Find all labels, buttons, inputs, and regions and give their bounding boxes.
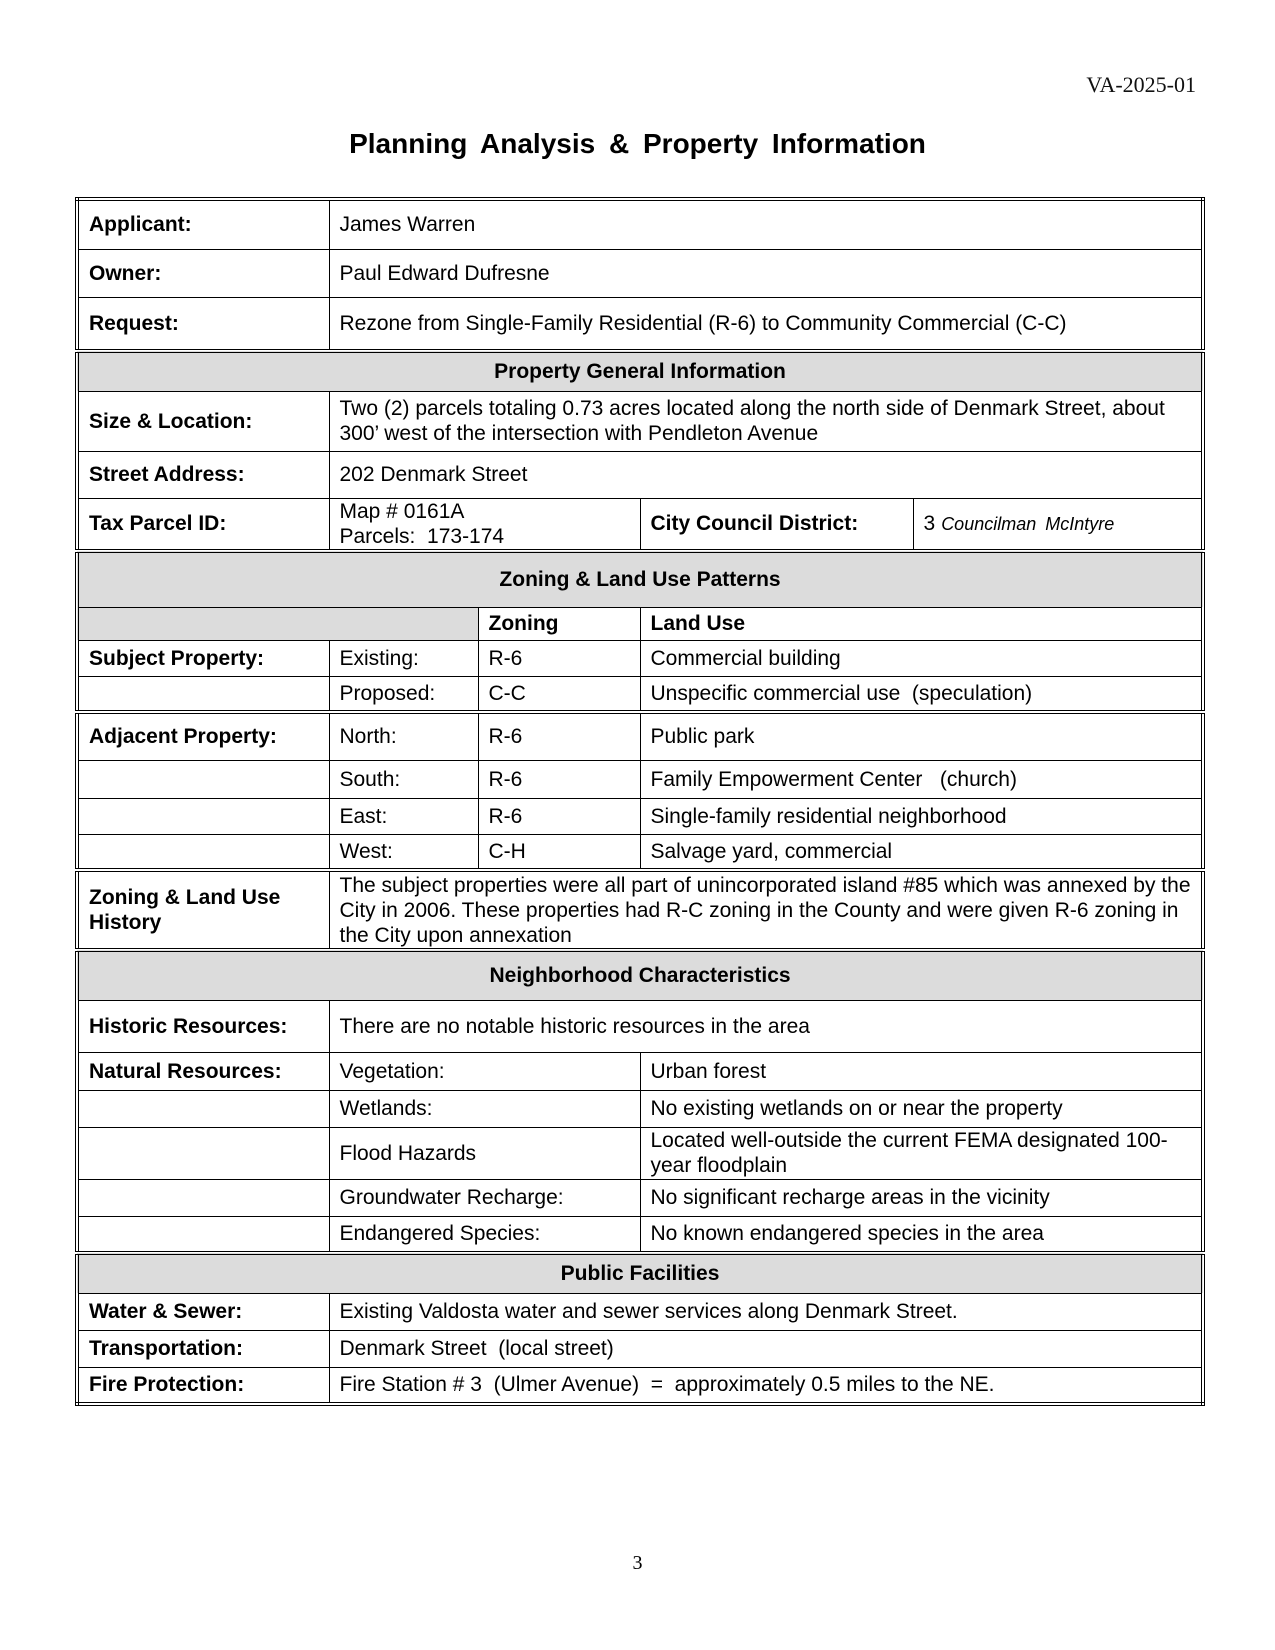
adjacent-zoning: C-H xyxy=(478,834,640,870)
fire-protection-label: Fire Protection: xyxy=(77,1367,329,1404)
case-number: VA-2025-01 xyxy=(1086,72,1196,97)
row-tax-parcel xyxy=(77,498,1203,551)
property-info-table xyxy=(75,197,1205,1406)
row-adjacent-south xyxy=(77,760,1203,798)
row-applicant xyxy=(77,199,1203,249)
adjacent-label-blank xyxy=(77,834,329,870)
natural-value: No existing wetlands on or near the property xyxy=(640,1090,1203,1127)
historic-resources-label: Historic Resources: xyxy=(77,1000,329,1052)
row-natural-wetlands xyxy=(77,1090,1203,1127)
council-district-number: 3 xyxy=(923,511,936,535)
adjacent-label-blank xyxy=(77,798,329,834)
row-adjacent-west xyxy=(77,834,1203,870)
row-street-address xyxy=(77,451,1203,498)
natural-label-blank xyxy=(77,1179,329,1216)
row-fire-protection xyxy=(77,1367,1203,1404)
owner-label: Owner: xyxy=(77,249,329,297)
adjacent-property-label: Adjacent Property: xyxy=(77,712,329,760)
subject-land-use: Unspecific commercial use (speculation) xyxy=(640,676,1203,712)
zoning-history-value: The subject properties were all part of unincorporated island #85 which was annexed by the City in 2006. These properties had R-C zoning in the County and were given R-6 zoning in the City upon annexation xyxy=(329,870,1203,950)
section-title-facilities: Public Facilities xyxy=(77,1253,1203,1293)
row-size-location xyxy=(77,391,1203,451)
subject-label-blank xyxy=(77,676,329,712)
adjacent-position: West: xyxy=(329,834,478,870)
adjacent-land-use: Salvage yard, commercial xyxy=(640,834,1203,870)
tax-parcel-value xyxy=(329,498,640,551)
row-adjacent-north xyxy=(77,712,1203,760)
request-value: Rezone from Single-Family Residential (R-6) to Community Commercial (C-C) xyxy=(329,297,1203,351)
adjacent-land-use: Family Empowerment Center (church) xyxy=(640,760,1203,798)
row-natural-flood xyxy=(77,1127,1203,1179)
transportation-value: Denmark Street (local street) xyxy=(329,1330,1203,1367)
section-zoning xyxy=(77,551,1203,607)
land-use-column-header: Land Use xyxy=(640,607,1203,640)
row-owner xyxy=(77,249,1203,297)
row-transportation xyxy=(77,1330,1203,1367)
natural-resources-label: Natural Resources: xyxy=(77,1052,329,1090)
row-zoning-history xyxy=(77,870,1203,950)
adjacent-label-blank xyxy=(77,760,329,798)
size-location-label: Size & Location: xyxy=(77,391,329,451)
adjacent-position: North: xyxy=(329,712,478,760)
tax-parcel-label: Tax Parcel ID: xyxy=(77,498,329,551)
section-title-zoning: Zoning & Land Use Patterns xyxy=(77,551,1203,607)
adjacent-zoning: R-6 xyxy=(478,760,640,798)
tax-parcels: Parcels: 173-174 xyxy=(339,524,505,548)
subject-position: Proposed: xyxy=(329,676,478,712)
natural-item: Flood Hazards xyxy=(329,1127,640,1179)
adjacent-zoning: R-6 xyxy=(478,712,640,760)
water-sewer-label: Water & Sewer: xyxy=(77,1293,329,1330)
historic-resources-value: There are no notable historic resources in the area xyxy=(329,1000,1203,1052)
natural-item: Wetlands: xyxy=(329,1090,640,1127)
natural-label-blank xyxy=(77,1127,329,1179)
row-subject-proposed xyxy=(77,676,1203,712)
subject-property-label: Subject Property: xyxy=(77,640,329,676)
adjacent-zoning: R-6 xyxy=(478,798,640,834)
natural-item: Endangered Species: xyxy=(329,1216,640,1253)
adjacent-land-use: Public park xyxy=(640,712,1203,760)
adjacent-position: South: xyxy=(329,760,478,798)
subject-land-use: Commercial building xyxy=(640,640,1203,676)
row-natural-groundwater xyxy=(77,1179,1203,1216)
adjacent-land-use: Single-family residential neighborhood xyxy=(640,798,1203,834)
zoning-header-blank xyxy=(77,607,478,640)
row-subject-existing xyxy=(77,640,1203,676)
row-natural-vegetation xyxy=(77,1052,1203,1090)
section-neighborhood xyxy=(77,950,1203,1000)
applicant-value: James Warren xyxy=(329,199,1203,249)
council-district-value xyxy=(913,498,1203,551)
section-title-property: Property General Information xyxy=(77,351,1203,391)
row-adjacent-east xyxy=(77,798,1203,834)
section-public-facilities xyxy=(77,1253,1203,1293)
street-address-value: 202 Denmark Street xyxy=(329,451,1203,498)
request-label: Request: xyxy=(77,297,329,351)
subject-zoning: R-6 xyxy=(478,640,640,676)
natural-value: Located well-outside the current FEMA designated 100-year floodplain xyxy=(640,1127,1203,1179)
natural-label-blank xyxy=(77,1216,329,1253)
adjacent-position: East: xyxy=(329,798,478,834)
transportation-label: Transportation: xyxy=(77,1330,329,1367)
row-historic-resources xyxy=(77,1000,1203,1052)
page-title: Planning Analysis & Property Information xyxy=(349,128,926,159)
natural-value: No significant recharge areas in the vicinity xyxy=(640,1179,1203,1216)
owner-value: Paul Edward Dufresne xyxy=(329,249,1203,297)
row-water-sewer xyxy=(77,1293,1203,1330)
section-title-neighborhood: Neighborhood Characteristics xyxy=(77,950,1203,1000)
zoning-history-label: Zoning & Land Use History xyxy=(77,870,329,950)
tax-map: Map # 0161A xyxy=(339,499,465,523)
fire-protection-value: Fire Station # 3 (Ulmer Avenue) = approximately 0.5 miles to the NE. xyxy=(329,1367,1203,1404)
zoning-column-header: Zoning xyxy=(478,607,640,640)
natural-label-blank xyxy=(77,1090,329,1127)
natural-item: Groundwater Recharge: xyxy=(329,1179,640,1216)
council-representative: Councilman McIntyre xyxy=(941,513,1115,534)
natural-value: Urban forest xyxy=(640,1052,1203,1090)
row-natural-species xyxy=(77,1216,1203,1253)
size-location-value: Two (2) parcels totaling 0.73 acres located along the north side of Denmark Street, about 300’ west of the intersection with Pendleton Avenue xyxy=(329,391,1203,451)
council-district-label: City Council District: xyxy=(640,498,913,551)
natural-value: No known endangered species in the area xyxy=(640,1216,1203,1253)
natural-item: Vegetation: xyxy=(329,1052,640,1090)
applicant-label: Applicant: xyxy=(77,199,329,249)
page-number: 3 xyxy=(632,1552,643,1574)
street-address-label: Street Address: xyxy=(77,451,329,498)
subject-position: Existing: xyxy=(329,640,478,676)
section-property-general xyxy=(77,351,1203,391)
row-request xyxy=(77,297,1203,351)
water-sewer-value: Existing Valdosta water and sewer services along Denmark Street. xyxy=(329,1293,1203,1330)
zoning-column-headers xyxy=(77,607,1203,640)
subject-zoning: C-C xyxy=(478,676,640,712)
